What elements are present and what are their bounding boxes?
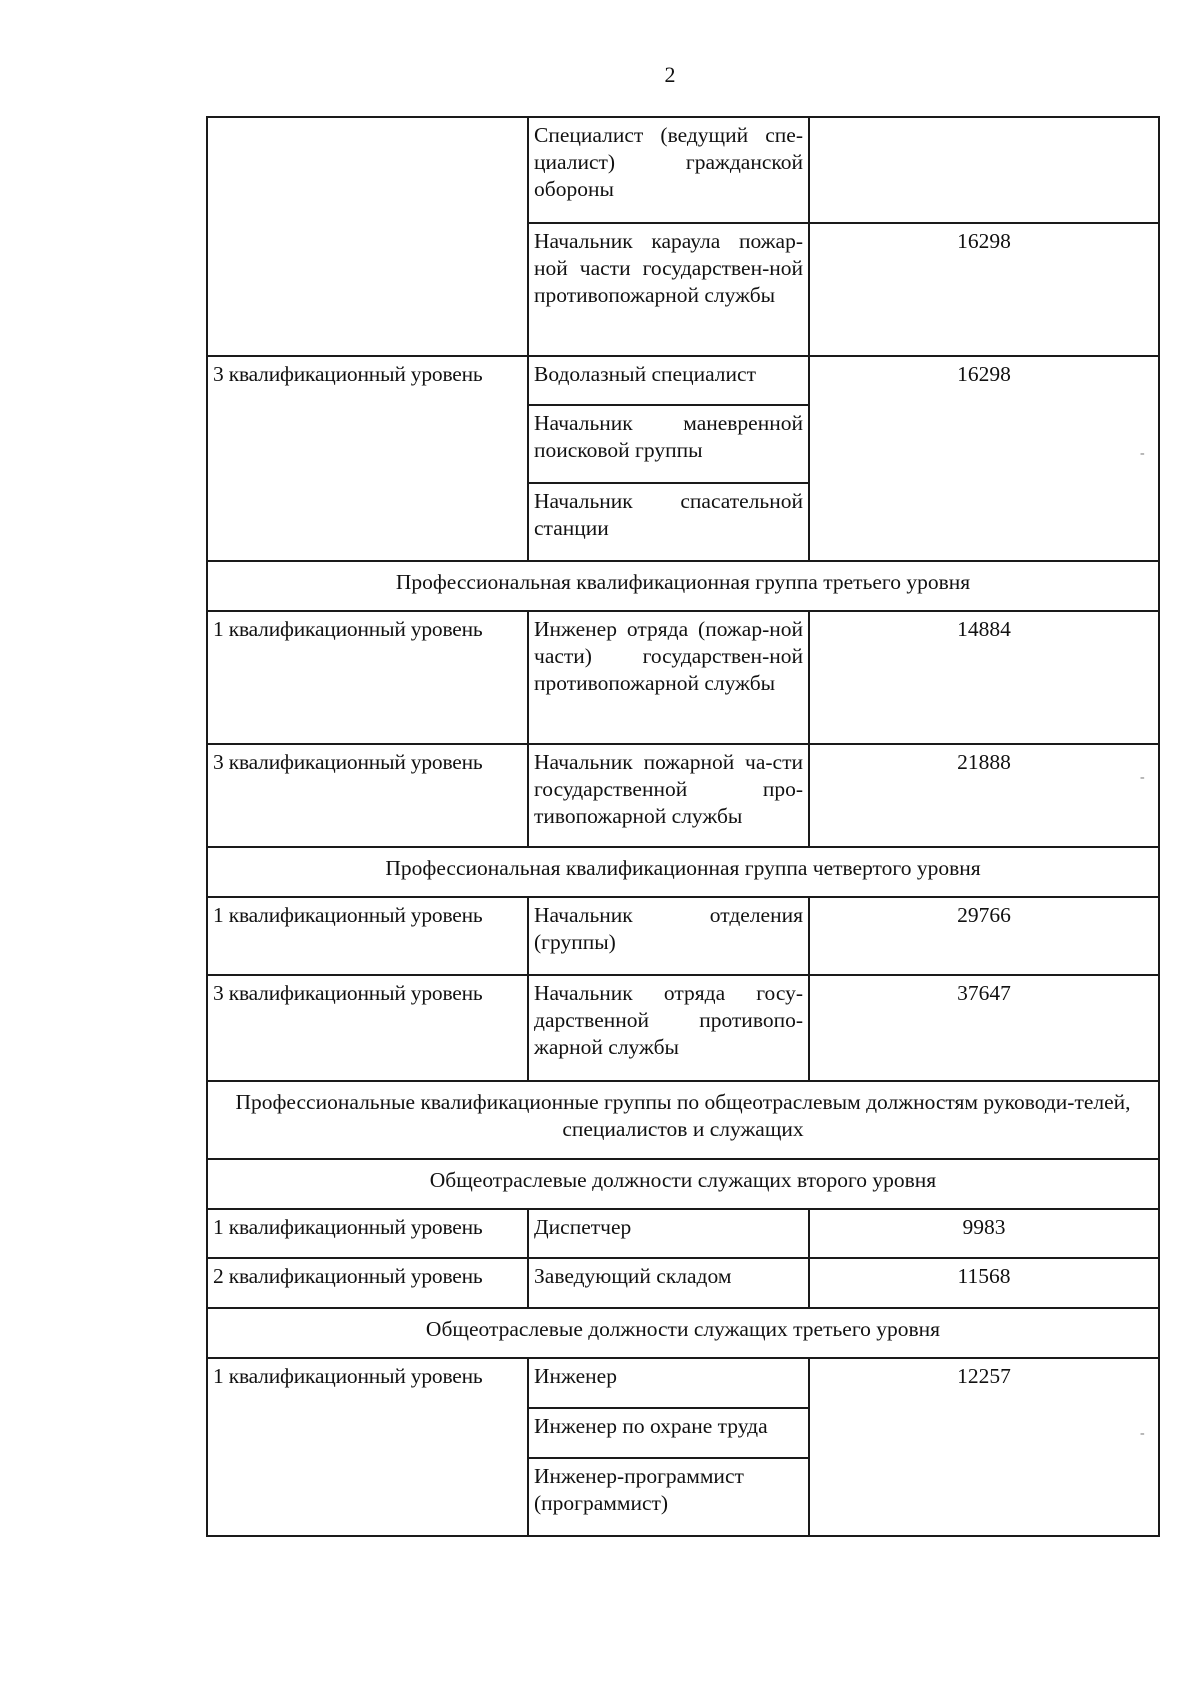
table-row	[207, 356, 1159, 405]
level-cell: 3 квалификационный уровень	[207, 975, 528, 1081]
position-cell: Инженер-программист (программист)	[528, 1458, 809, 1536]
level-cell-empty	[207, 117, 528, 356]
position-cell: Специалист (ведущий спе-циалист) гражданской обороны	[528, 117, 809, 223]
position-cell: Инженер по охране труда	[528, 1408, 809, 1458]
table-row	[207, 1258, 1159, 1308]
group-title: Профессиональная квалификационная группа четвертого уровня	[207, 847, 1159, 897]
level-cell: 1 квалификационный уровень	[207, 1209, 528, 1258]
level-cell: 1 квалификационный уровень	[207, 897, 528, 975]
position-cell: Начальник маневренной поисковой группы	[528, 405, 809, 483]
level-cell: 3 квалификационный уровень	[207, 744, 528, 847]
amount-cell: 9983	[809, 1209, 1159, 1258]
group-title: Общеотраслевые должности служащих третьего уровня	[207, 1308, 1159, 1358]
section-heading-row	[207, 1081, 1159, 1159]
group-title: Профессиональная квалификационная группа третьего уровня	[207, 561, 1159, 611]
table-row	[207, 611, 1159, 744]
position-cell: Начальник отряда госу-дарственной противопо-жарной службы	[528, 975, 809, 1081]
amount-cell: 11568	[809, 1258, 1159, 1308]
group-header-row	[207, 847, 1159, 897]
amount-cell: 21888	[809, 744, 1159, 847]
table-row	[207, 1209, 1159, 1258]
position-cell: Начальник пожарной ча-сти государственной про-тивопожарной службы	[528, 744, 809, 847]
amount-cell: 12257	[809, 1358, 1159, 1536]
level-cell: 2 квалификационный уровень	[207, 1258, 528, 1308]
level-cell: 1 квалификационный уровень	[207, 1358, 528, 1536]
amount-cell: 16298	[809, 223, 1159, 356]
table-row	[207, 1358, 1159, 1408]
position-cell: Начальник караула пожар-ной части государствен-ной противопожарной службы	[528, 223, 809, 356]
group-header-row	[207, 1159, 1159, 1209]
table-row	[207, 744, 1159, 847]
position-cell: Инженер	[528, 1358, 809, 1408]
section-heading: Профессиональные квалификационные группы по общеотраслевым должностям руководи-телей, специалистов и служащих	[207, 1081, 1159, 1159]
position-cell: Заведующий складом	[528, 1258, 809, 1308]
table-row	[207, 897, 1159, 975]
position-cell: Начальник спасательной станции	[528, 483, 809, 561]
amount-cell: 37647	[809, 975, 1159, 1081]
scan-speck: -	[1140, 1426, 1145, 1441]
page-number: 2	[664, 62, 676, 87]
table-row	[207, 975, 1159, 1081]
amount-cell: 29766	[809, 897, 1159, 975]
amount-cell-empty	[809, 117, 1159, 223]
salary-table	[206, 116, 1160, 1537]
amount-cell: 16298	[809, 356, 1159, 561]
position-cell: Инженер отряда (пожар-ной части) государствен-ной противопожарной службы	[528, 611, 809, 744]
position-cell: Диспетчер	[528, 1209, 809, 1258]
table-row	[207, 117, 1159, 223]
group-header-row	[207, 561, 1159, 611]
level-cell: 1 квалификационный уровень	[207, 611, 528, 744]
scan-speck: -	[1140, 770, 1145, 785]
position-cell: Водолазный специалист	[528, 356, 809, 405]
scan-speck: -	[1140, 446, 1145, 461]
group-title: Общеотраслевые должности служащих второго уровня	[207, 1159, 1159, 1209]
position-cell: Начальник отделения (группы)	[528, 897, 809, 975]
level-cell: 3 квалификационный уровень	[207, 356, 528, 561]
group-header-row	[207, 1308, 1159, 1358]
amount-cell: 14884	[809, 611, 1159, 744]
